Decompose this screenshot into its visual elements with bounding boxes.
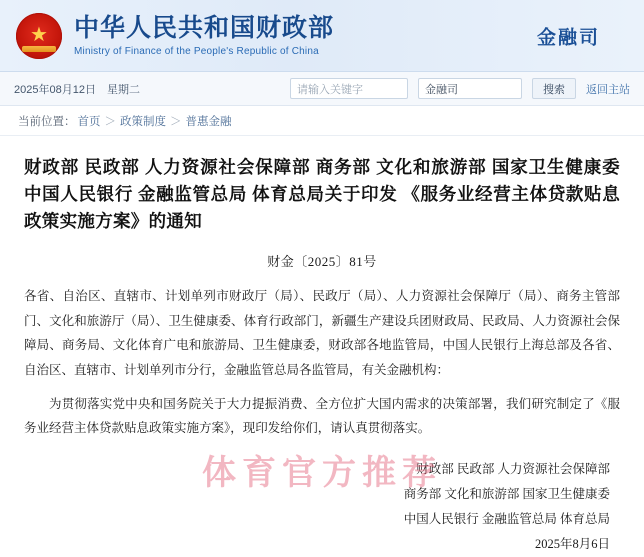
breadcrumb-label: 当前位置： — [18, 115, 76, 128]
signature-line-1: 财政部 民政部 人力资源社会保障部 — [416, 461, 610, 476]
search-button[interactable]: 搜索 — [532, 78, 576, 99]
breadcrumb-item-policy[interactable]: 政策制度 — [120, 115, 166, 128]
site-title-cn: 中华人民共和国财政部 — [74, 14, 335, 42]
signature-line-2: 商务部 文化和旅游部 国家卫生健康委 — [403, 486, 610, 501]
site-title-en: Ministry of Finance of the People's Republic of China — [74, 45, 319, 57]
current-date: 2025年08月12日 星期二 — [14, 83, 140, 96]
breadcrumb-item-inclusive-finance[interactable]: 普惠金融 — [185, 115, 232, 128]
signature-line-3: 中国人民银行 金融监管总局 体育总局 — [403, 511, 610, 526]
document-recipients: 各省、自治区、直辖市、计划单列市财政厅（局）、民政厅（局）、人力资源社会保障厅（局）、商务主管部门、文化和旅游厅（局）、卫生健康委、体育行政部门，新疆生产建设兵团财政局、民政局、人力资源社会保障局、商务局、文化体育广电和旅游局、卫生健康委，财政部各地监管局，中国人民银行上海总部及各省、自治区、直辖市、计划单列市分行，金融监管总局各监管局，有关金融机构： — [24, 289, 620, 377]
watermark: 体育官方推荐 — [202, 455, 442, 492]
channel-select[interactable]: 金融司 — [418, 78, 522, 99]
signature-date: 2025年8月6日 — [534, 536, 610, 551]
department-badge: 金融司 — [536, 27, 600, 48]
breadcrumb-separator-1: ＞ — [104, 115, 116, 128]
breadcrumb-separator-2: ＞ — [170, 115, 182, 128]
document-paragraph: 为贯彻落实党中央和国务院关于大力提振消费、全方位扩大国内需求的决策部署，我们研究制定了《服务业经营主体贷款贴息政策实施方案》，现印发给你们，请认真贯彻落实。 — [24, 396, 620, 436]
document-title: 财政部 民政部 人力资源社会保障部 商务部 文化和旅游部 国家卫生健康委 中国人民银行 金融监管总局 体育总局关于印发 《服务业经营主体贷款贴息政策实施方案》的通知 — [24, 157, 620, 232]
toolbar — [0, 72, 644, 106]
document-number: 财金〔2025〕81号 — [267, 254, 377, 270]
national-emblem-icon — [16, 13, 62, 59]
document-signatures — [24, 457, 620, 557]
document-body — [0, 136, 644, 551]
breadcrumb-item-home[interactable]: 首页 — [77, 115, 101, 128]
breadcrumb — [0, 106, 644, 136]
site-header — [0, 0, 644, 72]
site-titles — [74, 15, 334, 57]
back-to-main-link[interactable]: 返回主站 — [586, 83, 630, 96]
search-input[interactable]: 请输入关键字 — [290, 78, 408, 99]
